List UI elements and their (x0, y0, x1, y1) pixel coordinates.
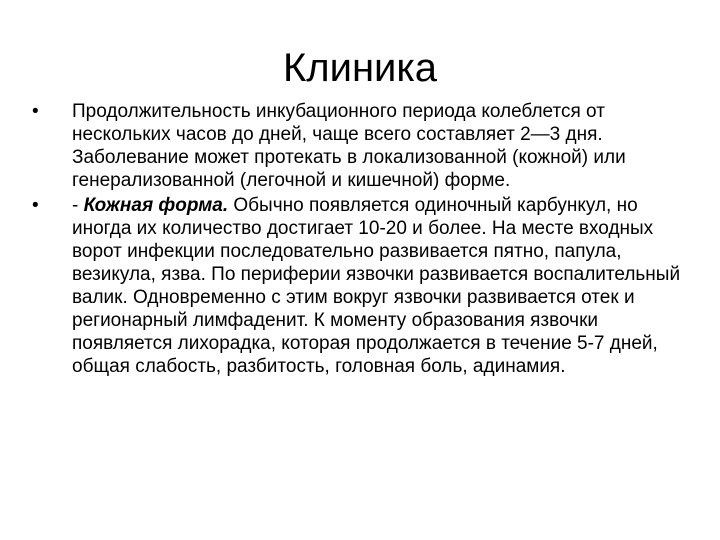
bullet-text: Обычно появляется одиночный карбункул, но иногда их количество достигает 10-20 и более. На месте входных ворот инфекции последовательно развивается пятно, папула, везикула, язва. По периферии язвочки развивается воспалительный валик. Одновременно с этим вокруг язвочки развивается отек и регионарный лимфаденит. К моменту образования язвочки появляется лихорадка, которая продолжается в течение 5-7 дней, общая слабость, разбитость, головная боль, адинамия. (72, 195, 681, 377)
bullet-item-2 (30, 194, 695, 378)
slide-body (30, 100, 695, 380)
slide-title-text: Клиника (282, 46, 438, 90)
bullet-item-1 (30, 100, 695, 192)
bullet-text: Продолжительность инкубационного периода колеблется от нескольких часов до дней, чаще всего составляет 2—3 дня. Заболевание может протекать в локализованной (кожной) или генерализованной (легочной и кишечной) форме. (72, 101, 626, 191)
bullet-emphasis: Кожная форма. (83, 195, 229, 216)
slide-title (0, 44, 720, 92)
bullet-icon: • (32, 101, 39, 122)
bullet-prefix: - (72, 195, 84, 216)
bullet-icon: • (32, 195, 39, 216)
